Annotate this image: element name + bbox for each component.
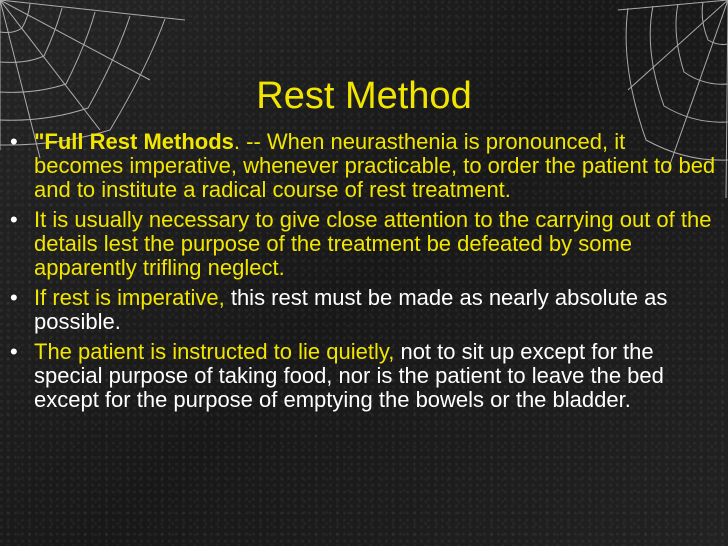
bullet-dot-icon: • bbox=[10, 285, 18, 310]
slide-title: Rest Method bbox=[256, 75, 472, 117]
bullet-bold-text: "Full Rest Methods bbox=[34, 129, 234, 154]
bullet-item bbox=[8, 208, 720, 280]
bullet-text: this rest must be made as nearly absolute as possible. bbox=[34, 285, 668, 334]
bullet-highlight-text: If rest is imperative, bbox=[34, 285, 225, 310]
bullet-text: It is usually necessary to give close attention to the carrying out of the details lest the purpose of the treatment be defeated by some apparently trifling neglect. bbox=[34, 207, 712, 280]
bullet-item bbox=[8, 286, 720, 334]
bullet-text: not to sit up except for the special purpose of taking food, nor is the patient to leave the bed except for the purpose of emptying the bowels or the bladder. bbox=[34, 339, 664, 412]
bullet-dot-icon: • bbox=[10, 339, 18, 364]
bullet-highlight-text: The patient is instructed to lie quietly, bbox=[34, 339, 395, 364]
bullet-dot-icon: • bbox=[10, 207, 18, 232]
bullet-item bbox=[8, 130, 720, 202]
bullet-dot-icon: • bbox=[10, 129, 18, 154]
bullet-item bbox=[8, 340, 720, 412]
bullet-list bbox=[8, 130, 720, 418]
bullet-text: . -- When neurasthenia is pronounced, it becomes imperative, whenever practicable, to order the patient to bed and to institute a radical course of rest treatment. bbox=[34, 129, 716, 202]
